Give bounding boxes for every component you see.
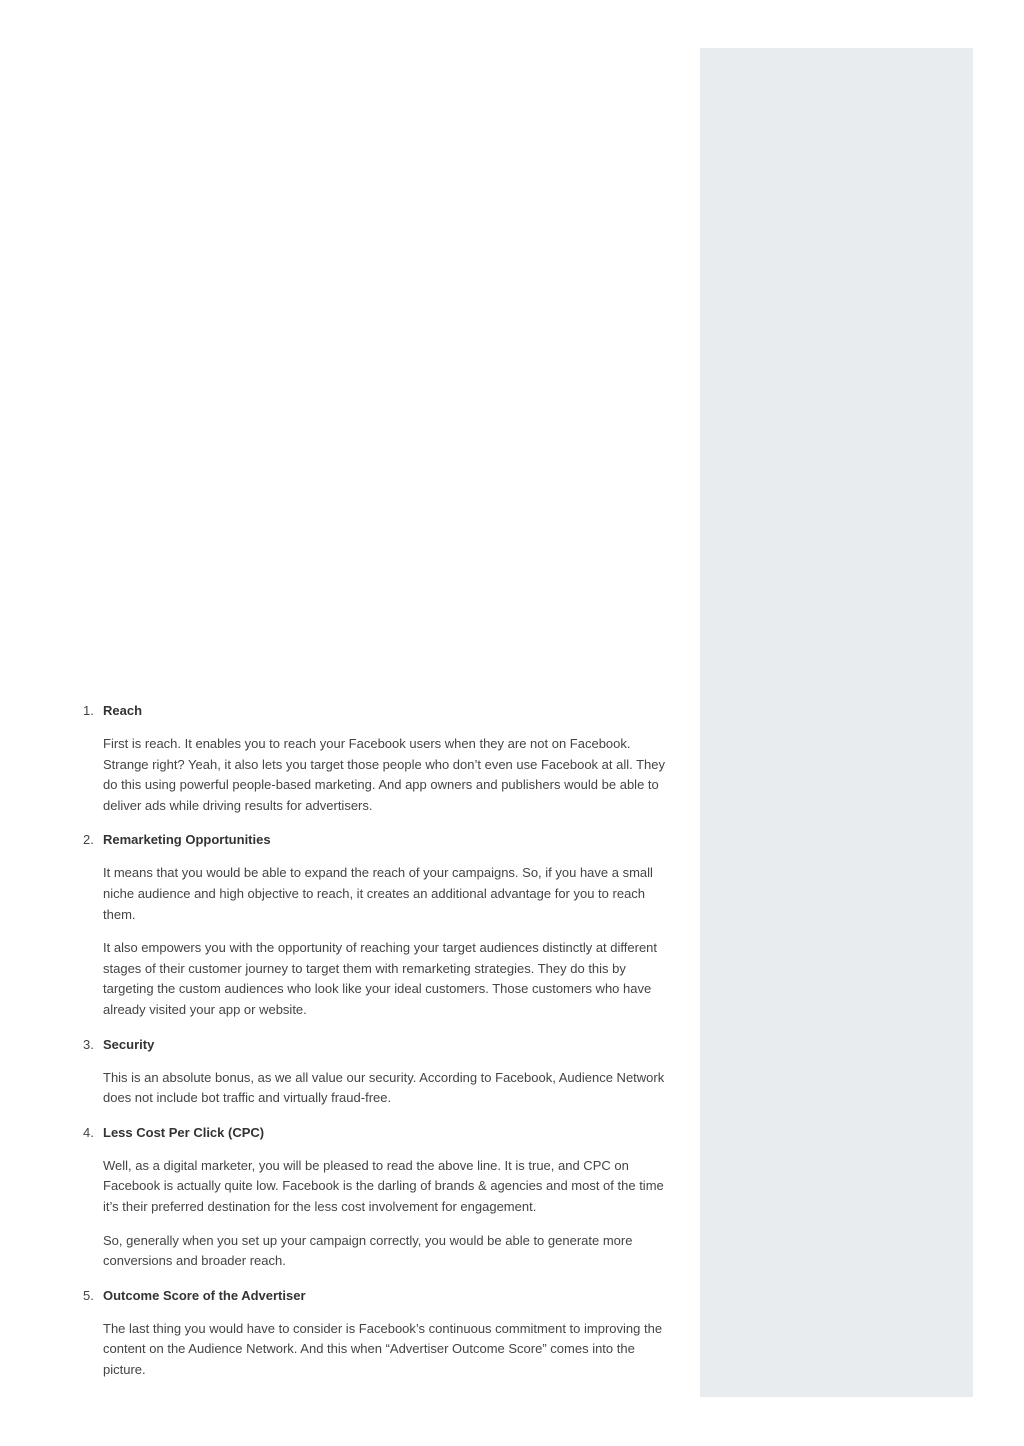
item-paragraph: It means that you would be able to expand the reach of your campaigns. So, if you have a small niche audience and high objective to reach, it creates an additional advantage for you to reach them. xyxy=(103,865,653,922)
sidebar-panel xyxy=(700,48,973,1397)
list-item xyxy=(78,1034,678,1109)
item-heading: Reach xyxy=(103,703,143,718)
list-item xyxy=(78,1122,678,1272)
item-paragraph: This is an absolute bonus, as we all value our security. According to Facebook, Audience Network does not include bot traffic and virtually fraud-free. xyxy=(103,1069,665,1106)
list-item xyxy=(78,829,678,1020)
item-paragraph: It also empowers you with the opportunity of reaching your target audiences distinctly at different stages of their customer journey to target them with remarketing strategies. They do this by targeting the custom audiences who look like your ideal customers. Those customers who have already visited your app or website. xyxy=(103,940,658,1017)
item-paragraph: The last thing you would have to consider is Facebook’s continuous commitment to improving the content on the Audience Network. And this when “Advertiser Outcome Score” comes into the picture. xyxy=(103,1320,663,1377)
item-number: 2. xyxy=(83,832,94,848)
list-item xyxy=(78,1285,678,1381)
item-heading: Remarketing Opportunities xyxy=(103,832,271,848)
list-item xyxy=(78,700,678,816)
item-paragraph: First is reach. It enables you to reach your Facebook users when they are not on Facebook. Strange right? Yeah, it also lets you target those people who don’t even use Facebook at all. They do this using powerful people-based marketing. And app owners and publishers would be able to deliver ads while driving results for advertisers. xyxy=(103,736,666,813)
item-heading: Security xyxy=(103,1036,155,1052)
item-paragraph: Well, as a digital marketer, you will be pleased to read the above line. It is true, and CPC on Facebook is actually quite low. Facebook is the darling of brands & agencies and most of the time it’s their preferred destination for the less cost involvement for engagement. xyxy=(103,1157,664,1214)
item-number: 1. xyxy=(83,703,94,718)
item-number: 4. xyxy=(83,1124,94,1140)
article-body xyxy=(78,700,678,1393)
benefits-list xyxy=(78,700,678,1380)
item-paragraph: So, generally when you set up your campaign correctly, you would be able to generate more conversions and broader reach. xyxy=(103,1232,633,1269)
item-heading: Outcome Score of the Advertiser xyxy=(103,1287,306,1303)
item-heading: Less Cost Per Click (CPC) xyxy=(103,1124,265,1140)
item-number: 5. xyxy=(83,1287,94,1303)
item-number: 3. xyxy=(83,1036,94,1052)
